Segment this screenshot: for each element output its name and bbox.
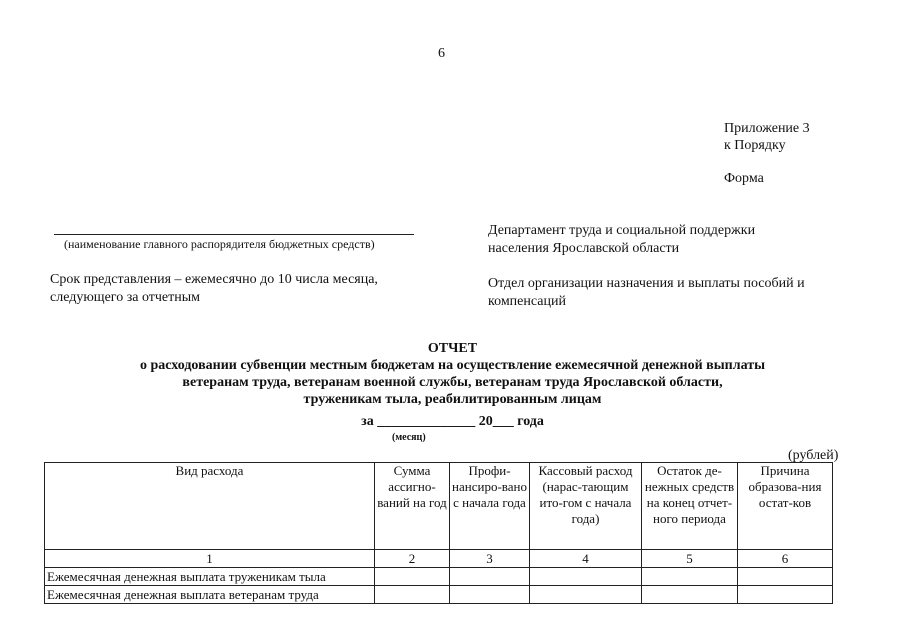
column-number: 1 [45, 550, 375, 568]
division-line-1: Отдел организации назначения и выплаты пособий и [488, 276, 805, 291]
header-remainder-reason: Причина образова-ния остат-ков [738, 463, 833, 550]
month-caption: (месяц) [392, 432, 426, 443]
table-cell [375, 586, 450, 604]
deadline-line-2: следующего за отчетным [50, 290, 201, 305]
header-expense-type: Вид расхода [45, 463, 375, 550]
table-cell [530, 586, 642, 604]
report-title-line-2: ветеранам труда, ветеранам военной службы, ветеранам труда Ярославской области, [182, 375, 723, 390]
table-cell [530, 568, 642, 586]
column-number: 3 [450, 550, 530, 568]
table-header-row [45, 463, 833, 550]
currency-note: (рублей) [788, 448, 839, 463]
table-cell [450, 568, 530, 586]
table-cell [375, 568, 450, 586]
division-line-2: компенсаций [488, 294, 566, 309]
appendix-line-2: к Порядку [724, 138, 786, 153]
column-number: 6 [738, 550, 833, 568]
page-number: 6 [438, 46, 445, 61]
table-row [45, 568, 833, 586]
header-annual-allocation: Сумма ассигно-ваний на год [375, 463, 450, 550]
recipient-line-2: населения Ярославской области [488, 241, 680, 256]
table-cell [450, 586, 530, 604]
deadline-text [50, 271, 430, 307]
table-cell [642, 586, 738, 604]
report-title-line-3: труженикам тыла, реабилитированным лицам [303, 392, 602, 407]
row-label: Ежемесячная денежная выплата труженикам тыла [45, 568, 375, 586]
form-label: Форма [724, 171, 764, 186]
table-row [45, 586, 833, 604]
table-cell [738, 568, 833, 586]
recipient-division [488, 275, 848, 311]
recipient-department [488, 222, 818, 258]
report-period: за ______________ 20___ года [361, 414, 544, 429]
column-number-row [45, 550, 833, 568]
report-table [44, 462, 833, 604]
sender-caption: (наименование главного распорядителя бюджетных средств) [64, 237, 375, 251]
header-remaining-funds: Остаток де-нежных средств на конец отчет-ного периода [642, 463, 738, 550]
header-financed: Профи-нансиро-вано с начала года [450, 463, 530, 550]
table-cell [642, 568, 738, 586]
report-title [0, 340, 905, 408]
sender-signature-line [54, 234, 414, 235]
table-cell [738, 586, 833, 604]
row-label: Ежемесячная денежная выплата ветеранам труда [45, 586, 375, 604]
header-cash-expense: Кассовый расход (нарас-тающим ито-гом с начала года) [530, 463, 642, 550]
appendix-block [724, 120, 810, 154]
report-title-line-1: о расходовании субвенции местным бюджетам на осуществление ежемесячной денежной выплаты [139, 358, 766, 373]
appendix-line-1: Приложение 3 [724, 121, 810, 136]
column-number: 5 [642, 550, 738, 568]
column-number: 4 [530, 550, 642, 568]
deadline-line-1: Срок представления – ежемесячно до 10 числа месяца, [50, 272, 378, 287]
report-heading: ОТЧЕТ [427, 341, 478, 356]
recipient-line-1: Департамент труда и социальной поддержки [488, 223, 756, 238]
column-number: 2 [375, 550, 450, 568]
